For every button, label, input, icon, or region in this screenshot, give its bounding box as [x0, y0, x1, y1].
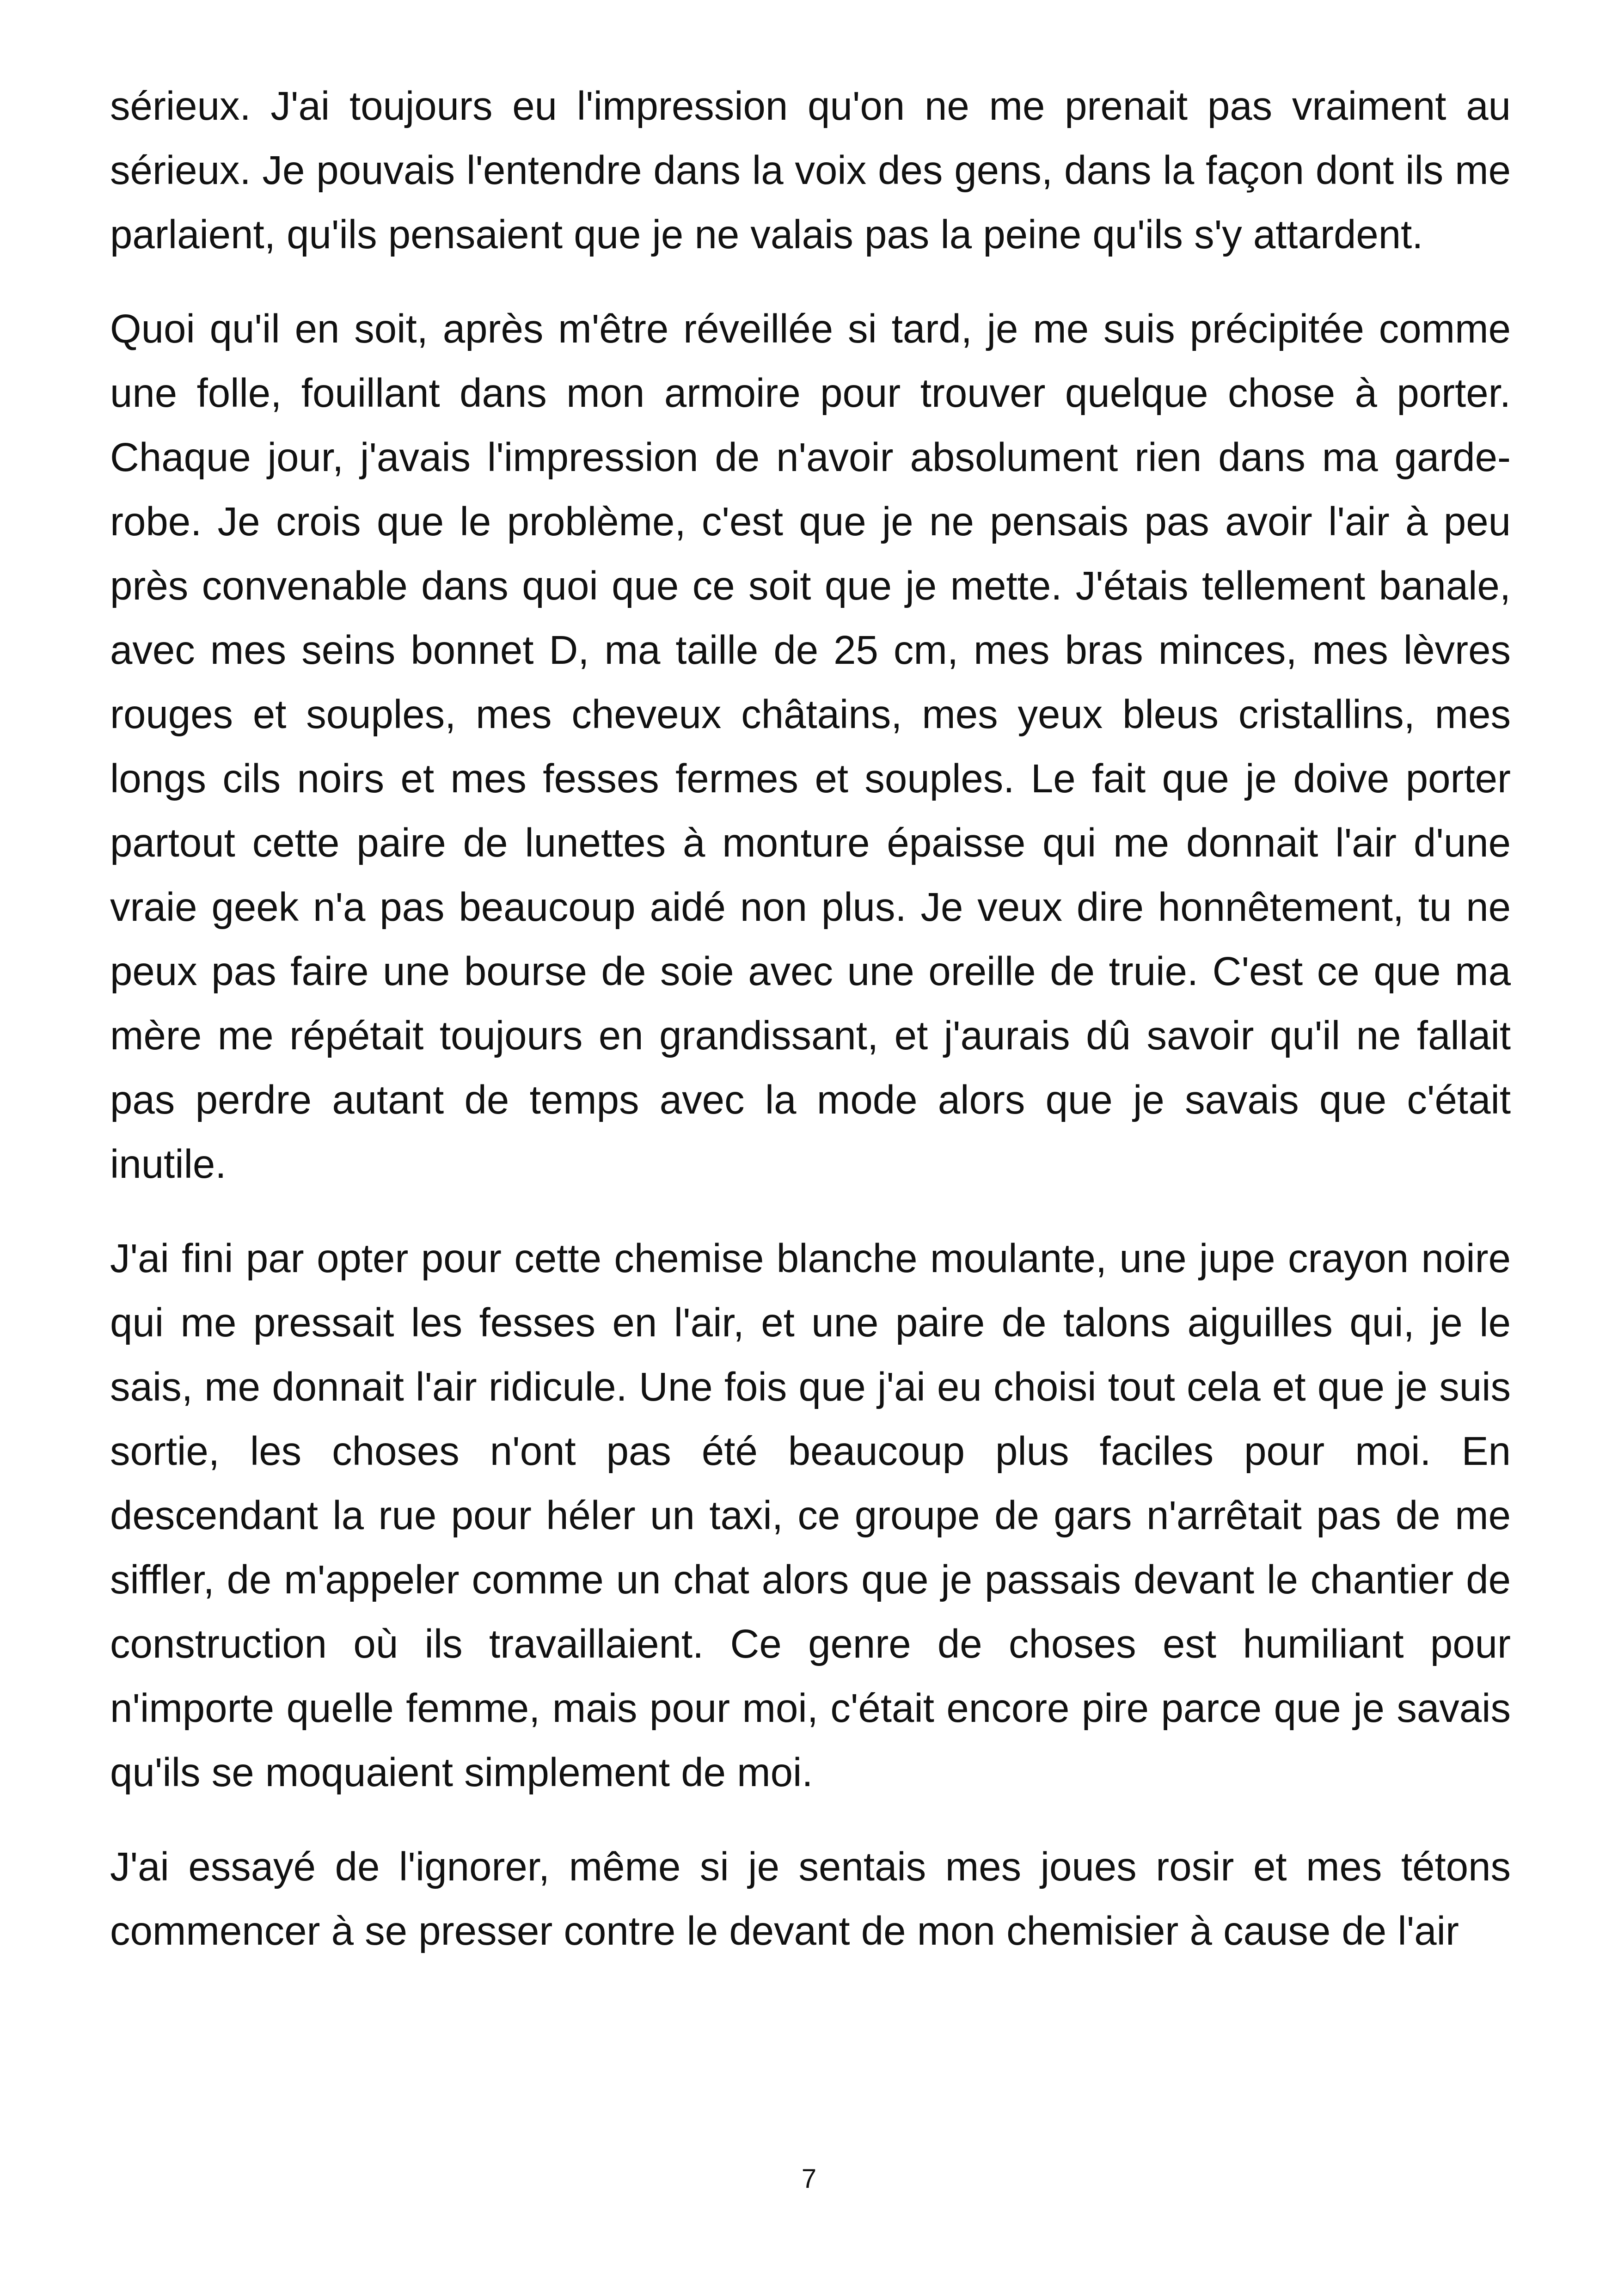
paragraph-1: sérieux. J'ai toujours eu l'impression qu'on ne me prenait pas vraiment au sérieux. Je pouvais l'entendre dans la voix des gens, dans la façon dont ils me parlaient, qu'ils pensaient que je ne valais pas la peine qu'ils s'y attardent.	[110, 84, 1511, 257]
body-text	[110, 74, 1511, 1993]
paragraph-4: J'ai essayé de l'ignorer, même si je sentais mes joues rosir et mes tétons commencer à se presser contre le devant de mon chemisier à cause de l'air	[110, 1844, 1511, 1953]
paragraph-2: Quoi qu'il en soit, après m'être réveillée si tard, je me suis précipitée comme une folle, fouillant dans mon armoire pour trouver quelque chose à porter. Chaque jour, j'avais l'impression de n'avoir absolument rien dans ma garde-robe. Je crois que le problème, c'est que je ne pensais pas avoir l'air à peu près convenable dans quoi que ce soit que je mette. J'étais tellement banale, avec mes seins bonnet D, ma taille de 25 cm, mes bras minces, mes lèvres rouges et souples, mes cheveux châtains, mes yeux bleus cristallins, mes longs cils noirs et mes fesses fermes et souples. Le fait que je doive porter partout cette paire de lunettes à monture épaisse qui me donnait l'air d'une vraie geek n'a pas beaucoup aidé non plus. Je veux dire honnêtement, tu ne peux pas faire une bourse de soie avec une oreille de truie. C'est ce que ma mère me répétait toujours en grandissant, et j'aurais dû savoir qu'il ne fallait pas perdre autant de temps avec la mode alors que je savais que c'était inutile.	[110, 306, 1511, 1187]
page-number: 7	[801, 2164, 817, 2194]
paragraph-3: J'ai fini par opter pour cette chemise blanche moulante, une jupe crayon noire qui me pressait les fesses en l'air, et une paire de talons aiguilles qui, je le sais, me donnait l'air ridicule. Une fois que j'ai eu choisi tout cela et que je suis sortie, les choses n'ont pas été beaucoup plus faciles pour moi. En descendant la rue pour héler un taxi, ce groupe de gars n'arrêtait pas de me siffler, de m'appeler comme un chat alors que je passais devant le chantier de construction où ils travaillaient. Ce genre de choses est humiliant pour n'importe quelle femme, mais pour moi, c'était encore pire parce que je savais qu'ils se moquaient simplement de moi.	[110, 1236, 1511, 1795]
